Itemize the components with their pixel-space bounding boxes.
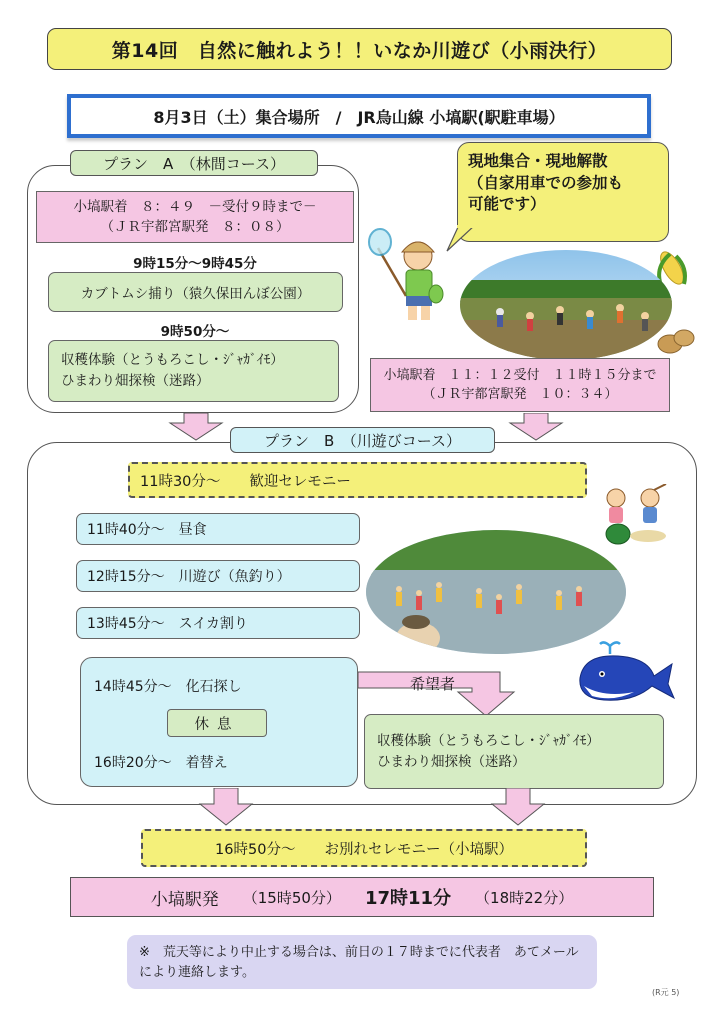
river-play-row: 12時15分～ 川遊び（魚釣り） <box>76 560 360 592</box>
plan-b-harvest-line2: ひまわり畑探検（迷路） <box>377 753 526 770</box>
fossil-hunting: 14時45分～ 化石探し <box>94 679 242 695</box>
plan-b-arrival <box>370 358 670 412</box>
departure-early: （15時50分） <box>242 888 341 907</box>
down-arrow-icon <box>508 413 564 441</box>
down-arrow-icon <box>490 788 546 826</box>
footer-code: (R元 5) <box>652 988 680 997</box>
farm-field-photo <box>460 250 672 360</box>
potato-illustration <box>656 324 696 358</box>
boy-with-net-illustration <box>368 218 448 330</box>
plan-b-arrival-line2: （ＪＲ宇都宮駅発 １０：３４） <box>422 387 618 402</box>
rest-label: 休息 <box>167 709 267 737</box>
bubble-line2: （自家用車での参加も <box>468 173 624 192</box>
applicants-label: 希望者 <box>410 675 456 693</box>
speech-bubble <box>457 142 669 242</box>
plan-a-arrival-line1: 小塙駅着 ８：４９ －受付９時まで－ <box>73 198 317 215</box>
plan-a-harvest-line2: ひまわり畑探検（迷路） <box>61 373 210 389</box>
plan-b-tab: プラン B （川遊びコース） <box>230 427 495 453</box>
plan-a-beetle-catching: カブトムシ捕り（猿久保田んぼ公園） <box>48 272 343 312</box>
plan-a-harvest <box>48 340 339 402</box>
page-title: 第14回 自然に触れよう！！いなか川遊び（小雨決行） <box>47 28 672 70</box>
lunch-row: 11時40分～ 昼食 <box>76 513 360 545</box>
plan-b-arrival-line1: 小塙駅着 １１：１２受付 １１時１５分まで <box>383 367 657 383</box>
watermelon-split-row: 13時45分～ スイカ割り <box>76 607 360 639</box>
departure-times <box>70 877 654 917</box>
plan-b-harvest <box>364 714 664 789</box>
down-arrow-icon <box>198 788 254 826</box>
departure-main: 17時11分 <box>364 888 452 909</box>
change-clothes: 16時20分～ 着替え <box>94 755 228 771</box>
river-play-photo <box>366 530 626 654</box>
bubble-line3: 可能です） <box>468 195 546 214</box>
plan-a-arrival <box>36 191 354 243</box>
welcome-ceremony: 11時30分～ 歓迎セレモニー <box>128 462 587 498</box>
down-arrow-icon <box>168 413 224 441</box>
plan-a-time1: 9時15分～9時45分 <box>133 256 257 272</box>
plan-a-tab: プラン A （林間コース） <box>70 150 318 176</box>
plan-a-arrival-line2: （ＪＲ宇都宮駅発 ８：０８） <box>100 219 290 235</box>
farewell-ceremony: 16時50分～ お別れセレモニー（小塙駅） <box>141 829 587 867</box>
plan-a-harvest-line1: 収穫体験（とうもろこし・ｼﾞｬｶﾞｲﾓ） <box>61 352 284 369</box>
meeting-place: 8月3日（土）集合場所 / JR烏山線 小塙駅(駅駐車場） <box>67 94 651 138</box>
departure-station: 小塙駅発 <box>150 889 219 910</box>
departure-late: （18時22分） <box>475 888 574 907</box>
cancellation-note: ※ 荒天等により中止する場合は、前日の１７時までに代表者 あてメールにより連絡します。 <box>127 935 597 989</box>
plan-a-time2: 9時50分～ <box>160 324 230 340</box>
plan-b-harvest-line1: 収穫体験（とうもろこし・ｼﾞｬｶﾞｲﾓ） <box>377 732 600 749</box>
bubble-line1: 現地集合・現地解散 <box>468 152 608 170</box>
whale-illustration <box>574 640 678 706</box>
